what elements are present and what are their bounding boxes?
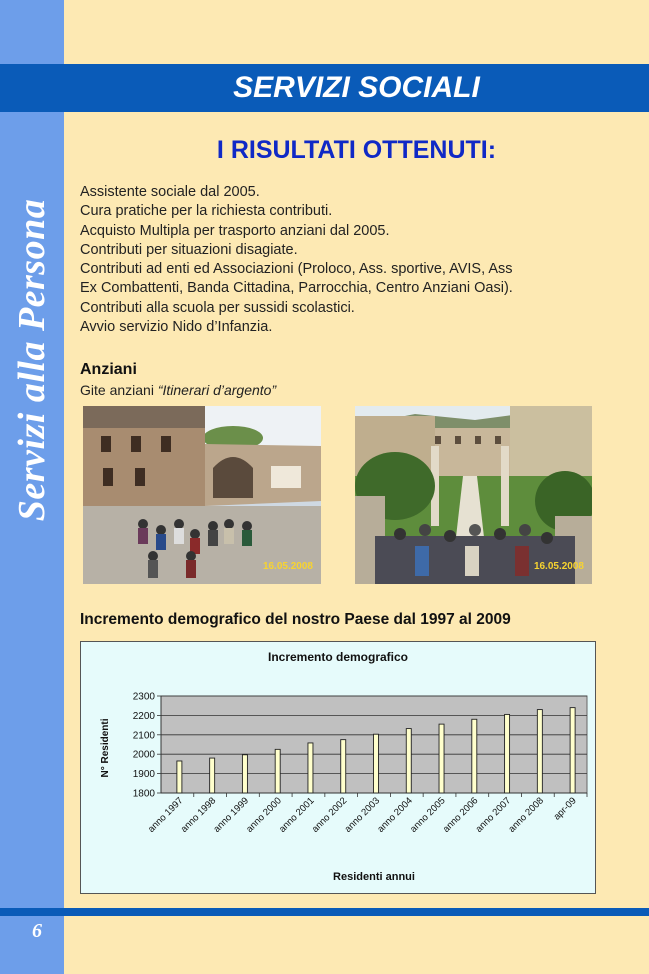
chart-x-tick-label: apr-09	[551, 795, 579, 823]
page-title: SERVIZI SOCIALI	[233, 71, 480, 104]
chart-x-tick-label: anno 2008	[506, 795, 546, 835]
anziani-subtitle-prefix: Gite anziani	[80, 382, 158, 398]
page-number: 6	[32, 920, 42, 942]
chart-x-tick-label: anno 2003	[342, 795, 383, 835]
chart-x-label: Residenti annui	[333, 871, 415, 883]
chart-bar	[570, 708, 575, 793]
chart-x-tick-label: anno 2005	[408, 795, 448, 835]
chart-bar	[505, 714, 510, 793]
demographic-chart	[81, 642, 595, 893]
chart-x-tick-label: anno 2001	[277, 795, 317, 835]
results-line: Avvio servizio Nido d’Infanzia.	[80, 319, 273, 336]
anziani-subtitle-italic: “Itinerari d’argento”	[157, 382, 277, 398]
chart-y-tick-label: 1800	[132, 788, 155, 800]
anziani-heading: Anziani	[80, 361, 137, 378]
chart-x-tick-label: anno 2002	[309, 795, 350, 835]
chart-x-tick-label: anno 2000	[244, 795, 284, 835]
chart-bar	[537, 710, 542, 793]
photo-garden-image	[355, 406, 592, 584]
results-line: Cura pratiche per la richiesta contributi.	[80, 203, 333, 220]
chart-y-tick-label: 2000	[132, 749, 155, 761]
footer-band	[0, 908, 649, 916]
chart-x-tick-label: anno 1997	[145, 795, 186, 835]
chart-heading: Incremento demografico del nostro Paese dal 1997 al 2009	[80, 611, 511, 628]
sidebar-title: Servizi alla Persona	[11, 198, 53, 522]
anziani-subtitle	[80, 382, 276, 398]
chart-bar	[374, 734, 379, 793]
section-heading: I RISULTATI OTTENUTI:	[216, 136, 497, 164]
results-line: Contributi per situazioni disagiate.	[80, 241, 298, 258]
chart-y-tick-label: 2300	[132, 691, 155, 703]
results-line: Assistente sociale dal 2005.	[80, 184, 260, 200]
chart-x-tick-label: anno 2007	[473, 795, 514, 835]
results-line: Contributi alla scuola per sussidi scolastici.	[80, 299, 355, 316]
chart-y-label: N° Residenti	[100, 718, 111, 778]
chart-bar	[439, 724, 444, 793]
results-line: Acquisto Multipla per trasporto anziani dal 2005.	[80, 222, 390, 239]
chart-bar	[275, 749, 280, 793]
photo-garden	[355, 406, 592, 584]
chart-y-tick-label: 1900	[132, 769, 155, 781]
chart-bar	[406, 729, 411, 793]
chart-y-tick-label: 2100	[132, 730, 155, 742]
results-list	[80, 183, 620, 337]
chart-bar	[308, 743, 313, 793]
chart-x-tick-label: anno 1999	[211, 795, 252, 835]
chart-frame	[80, 641, 596, 894]
chart-x-tick-label: anno 1998	[178, 795, 219, 835]
chart-x-tick-label: anno 2004	[375, 795, 415, 835]
chart-bar	[210, 758, 215, 793]
photo-date-stamp: 16.05.2008	[533, 561, 584, 572]
results-line: Ex Combattenti, Banda Cittadina, Parrocchia, Centro Anziani Oasi).	[80, 280, 513, 297]
chart-bar	[177, 761, 182, 793]
chart-title: Incremento demografico	[267, 650, 409, 664]
photo-date-stamp: 16.05.2008	[262, 561, 313, 572]
chart-y-tick-label: 2200	[132, 710, 155, 722]
chart-x-tick-label: anno 2006	[440, 795, 481, 835]
photo-courtyard-image	[83, 406, 321, 584]
photo-courtyard	[83, 406, 321, 584]
chart-bar	[341, 740, 346, 793]
chart-bar	[472, 719, 477, 793]
chart-bar	[242, 755, 247, 793]
results-line: Contributi ad enti ed Associazioni (Proloco, Ass. sportive, AVIS, Ass	[80, 261, 513, 278]
